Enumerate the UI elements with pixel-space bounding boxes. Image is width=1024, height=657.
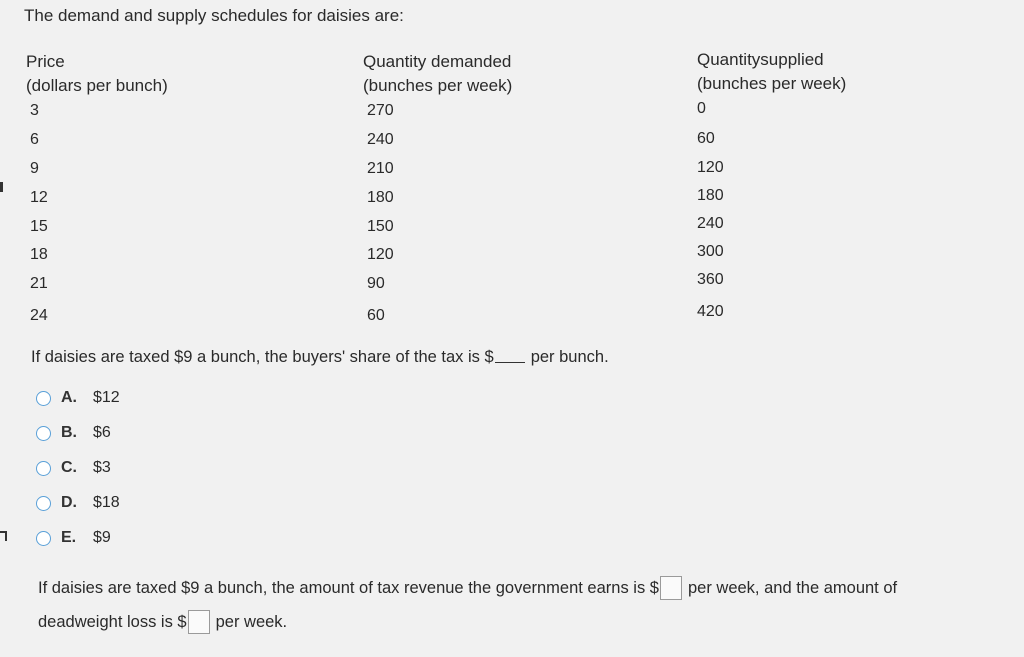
option-b[interactable] [36, 424, 111, 442]
option-letter: D. [61, 494, 77, 511]
quantity-supplied-cell: 60 [697, 130, 715, 147]
header-quantity-demanded [363, 50, 512, 98]
radio-icon[interactable] [36, 391, 51, 406]
quantity-supplied-cell: 420 [697, 303, 724, 320]
price-cell: 18 [30, 246, 48, 263]
price-cell: 21 [30, 275, 48, 292]
question-blank [495, 350, 525, 363]
radio-icon[interactable] [36, 496, 51, 511]
option-letter: B. [61, 424, 77, 441]
option-value: $9 [93, 529, 111, 546]
header-qs-line2: (bunches per week) [697, 74, 847, 93]
followup-line1-before: If daisies are taxed $9 a bunch, the amount of tax revenue the government earns is $ [38, 578, 659, 597]
edge-mark [0, 182, 3, 192]
deadweight-loss-input[interactable] [188, 610, 210, 634]
price-cell: 24 [30, 307, 48, 324]
followup-line-1 [38, 576, 897, 600]
option-value: $3 [93, 459, 111, 476]
followup-line1-after: per week, and the amount of [687, 578, 898, 597]
followup-line2-before: deadweight loss is $ [38, 612, 187, 631]
page-title: The demand and supply schedules for daisies are: [24, 6, 404, 25]
followup-line2-after: per week. [215, 612, 288, 631]
header-quantity-supplied [697, 48, 846, 96]
header-price-line2: (dollars per bunch) [26, 76, 168, 95]
price-cell: 9 [30, 160, 39, 177]
option-letter: C. [61, 459, 77, 476]
quantity-supplied-cell: 240 [697, 215, 724, 232]
option-letter: E. [61, 529, 77, 546]
quantity-supplied-cell: 180 [697, 187, 724, 204]
price-cell: 12 [30, 189, 48, 206]
tax-revenue-input[interactable] [660, 576, 682, 600]
option-e[interactable] [36, 529, 111, 547]
price-cell: 15 [30, 218, 48, 235]
question-before-blank: If daisies are taxed $9 a bunch, the buyers' share of the tax is $ [31, 348, 494, 366]
quantity-demanded-cell: 210 [367, 160, 394, 177]
option-letter: A. [61, 389, 77, 406]
radio-icon[interactable] [36, 461, 51, 476]
quantity-demanded-cell: 150 [367, 218, 394, 235]
price-cell: 6 [30, 131, 39, 148]
option-value: $6 [93, 424, 111, 441]
header-price [26, 50, 168, 98]
quantity-supplied-cell: 300 [697, 243, 724, 260]
quantity-supplied-cell: 360 [697, 271, 724, 288]
quantity-demanded-cell: 270 [367, 102, 394, 119]
option-value: $12 [93, 389, 120, 406]
quantity-supplied-cell: 0 [697, 100, 706, 117]
option-value: $18 [93, 494, 120, 511]
radio-icon[interactable] [36, 426, 51, 441]
option-c[interactable] [36, 459, 111, 477]
quantity-demanded-cell: 120 [367, 246, 394, 263]
quantity-demanded-cell: 240 [367, 131, 394, 148]
header-price-line1: Price [26, 52, 65, 71]
question-after-blank: per bunch. [530, 348, 609, 366]
followup-line-2 [38, 610, 287, 634]
radio-icon[interactable] [36, 531, 51, 546]
header-qd-line1: Quantity demanded [363, 52, 512, 71]
option-a[interactable] [36, 389, 120, 407]
edge-mark [5, 531, 7, 541]
option-d[interactable] [36, 494, 120, 512]
header-qd-line2: (bunches per week) [363, 76, 513, 95]
question-text [31, 348, 609, 367]
header-qs-line1: Quantitysupplied [697, 50, 824, 69]
quantity-demanded-cell: 90 [367, 275, 385, 292]
quantity-demanded-cell: 60 [367, 307, 385, 324]
price-cell: 3 [30, 102, 39, 119]
quantity-supplied-cell: 120 [697, 159, 724, 176]
quantity-demanded-cell: 180 [367, 189, 394, 206]
